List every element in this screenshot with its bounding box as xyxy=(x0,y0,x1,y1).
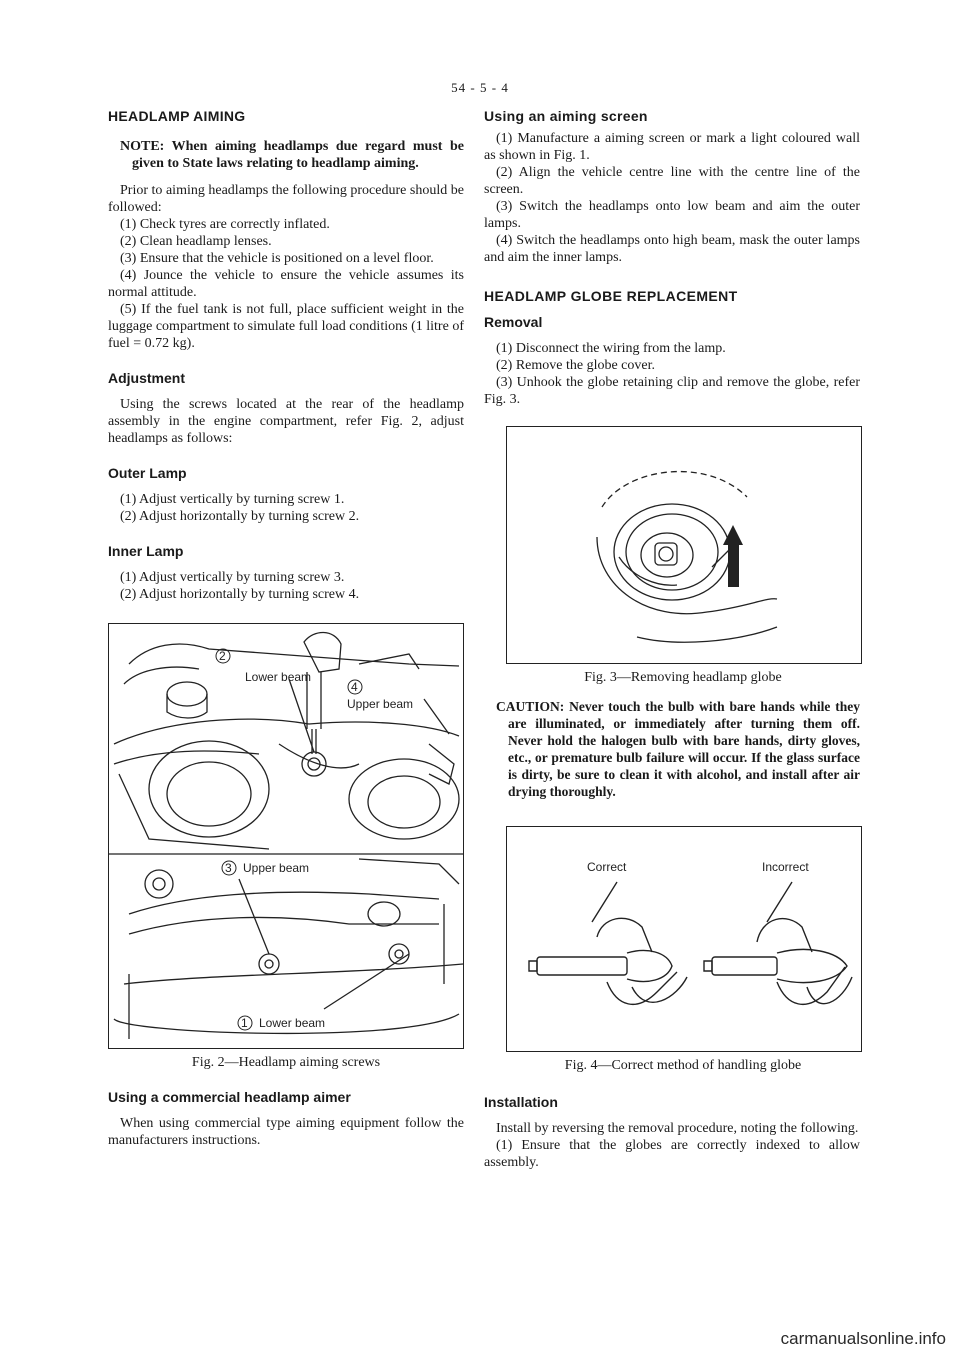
screen-step: (4) Switch the headlamps onto high beam, mask the outer lamps and aim the inner lamps. xyxy=(484,233,860,265)
aiming-screen-heading: Using an aiming screen xyxy=(484,108,648,124)
outer-lamp-heading: Outer Lamp xyxy=(108,465,187,481)
fig2-upper-beam-bottom: Upper beam xyxy=(243,861,310,875)
fig4-caption: Fig. 4—Correct method of handling globe xyxy=(564,1058,802,1073)
fig2-caption: Fig. 2—Headlamp aiming screws xyxy=(191,1055,381,1070)
fig4-correct-label: Correct xyxy=(587,860,627,874)
screen-step: (2) Align the vehicle centre line with the centre line of the screen. xyxy=(484,165,860,197)
fig2-label-1: 1 xyxy=(241,1016,248,1030)
screen-step: (3) Switch the headlamps onto low beam and aim the outer lamps. xyxy=(484,199,860,231)
fig2-label-2: 2 xyxy=(219,649,226,663)
fig2-lower-beam-top: Lower beam xyxy=(245,670,312,684)
fig4-incorrect-label: Incorrect xyxy=(762,860,809,874)
aiming-note: NOTE: When aiming headlamps due regard must be given to State laws relating to headlamp aiming. xyxy=(120,139,464,171)
caution-text: CAUTION: Never touch the bulb with bare hands while they are illuminated, or immediately after turning them off. Never hold the halogen bulb with bare hands, dirty gloves, etc., or premature bulb failure will occur. If the glass surface is dirty, be sure to clean it with alcohol, and install after air drying thoroughly. xyxy=(496,699,860,799)
prep-step: (4) Jounce the vehicle to ensure the vehicle assumes its normal attitude. xyxy=(108,268,464,300)
removal-step: (2) Remove the globe cover. xyxy=(496,358,656,373)
fig3-illustration xyxy=(506,426,862,664)
watermark-footer: carmanualsonline.info xyxy=(780,1329,946,1348)
adjustment-heading: Adjustment xyxy=(108,370,185,386)
commercial-aimer-text: When using commercial type aiming equipment follow the manufacturers instructions. xyxy=(108,1116,464,1148)
prep-step: (1) Check tyres are correctly inflated. xyxy=(120,217,330,232)
fig2-lower-beam-bottom: Lower beam xyxy=(259,1016,326,1030)
removal-heading: Removal xyxy=(484,314,543,330)
removal-step: (1) Disconnect the wiring from the lamp. xyxy=(496,341,726,356)
page-number: 54 - 5 - 4 xyxy=(451,80,509,95)
outer-step: (1) Adjust vertically by turning screw 1. xyxy=(120,492,345,507)
fig2-label-4: 4 xyxy=(351,680,358,694)
aiming-intro: Prior to aiming headlamps the following procedure should be followed: xyxy=(108,183,464,215)
prep-step: (5) If the fuel tank is not full, place sufficient weight in the luggage compartment to simulate full load conditions (1 litre of fuel = 0.72 kg). xyxy=(108,302,464,351)
adjustment-text: Using the screws located at the rear of the headlamp assembly in the engine compartment, refer Fig. 2, adjust headlamps as follows: xyxy=(108,397,464,446)
prep-step: (2) Clean headlamp lenses. xyxy=(120,234,272,249)
fig2-label-3: 3 xyxy=(225,861,232,875)
inner-step: (1) Adjust vertically by turning screw 3. xyxy=(120,570,345,585)
left-column xyxy=(108,108,464,1149)
fig4-illustration xyxy=(506,826,862,1052)
globe-handling-drawing xyxy=(507,827,861,1051)
headlamp-screws-drawing xyxy=(109,624,463,1048)
installation-text: Install by reversing the removal procedure, noting the following. xyxy=(496,1121,859,1136)
screen-step: (1) Manufacture a aiming screen or mark a light coloured wall as shown in Fig. 1. xyxy=(484,131,860,163)
installation-heading: Installation xyxy=(484,1094,558,1110)
fig2-illustration xyxy=(108,623,464,1049)
prep-step: (3) Ensure that the vehicle is positioned on a level floor. xyxy=(120,251,434,266)
globe-replacement-heading: HEADLAMP GLOBE REPLACEMENT xyxy=(484,288,738,304)
removal-step: (3) Unhook the globe retaining clip and remove the globe, refer Fig. 3. xyxy=(484,375,860,407)
outer-step: (2) Adjust horizontally by turning screw 2. xyxy=(120,509,360,524)
commercial-aimer-heading: Using a commercial headlamp aimer xyxy=(108,1089,351,1105)
right-column xyxy=(484,108,860,1171)
headlamp-aiming-title: HEADLAMP AIMING xyxy=(108,108,246,124)
installation-step: (1) Ensure that the globes are correctly indexed to allow assembly. xyxy=(484,1138,860,1170)
fig3-caption: Fig. 3—Removing headlamp globe xyxy=(584,670,782,685)
inner-lamp-heading: Inner Lamp xyxy=(108,543,184,559)
fig2-upper-beam-top: Upper beam xyxy=(347,697,414,711)
globe-removal-drawing xyxy=(507,427,861,663)
inner-step: (2) Adjust horizontally by turning screw 4. xyxy=(120,587,360,602)
